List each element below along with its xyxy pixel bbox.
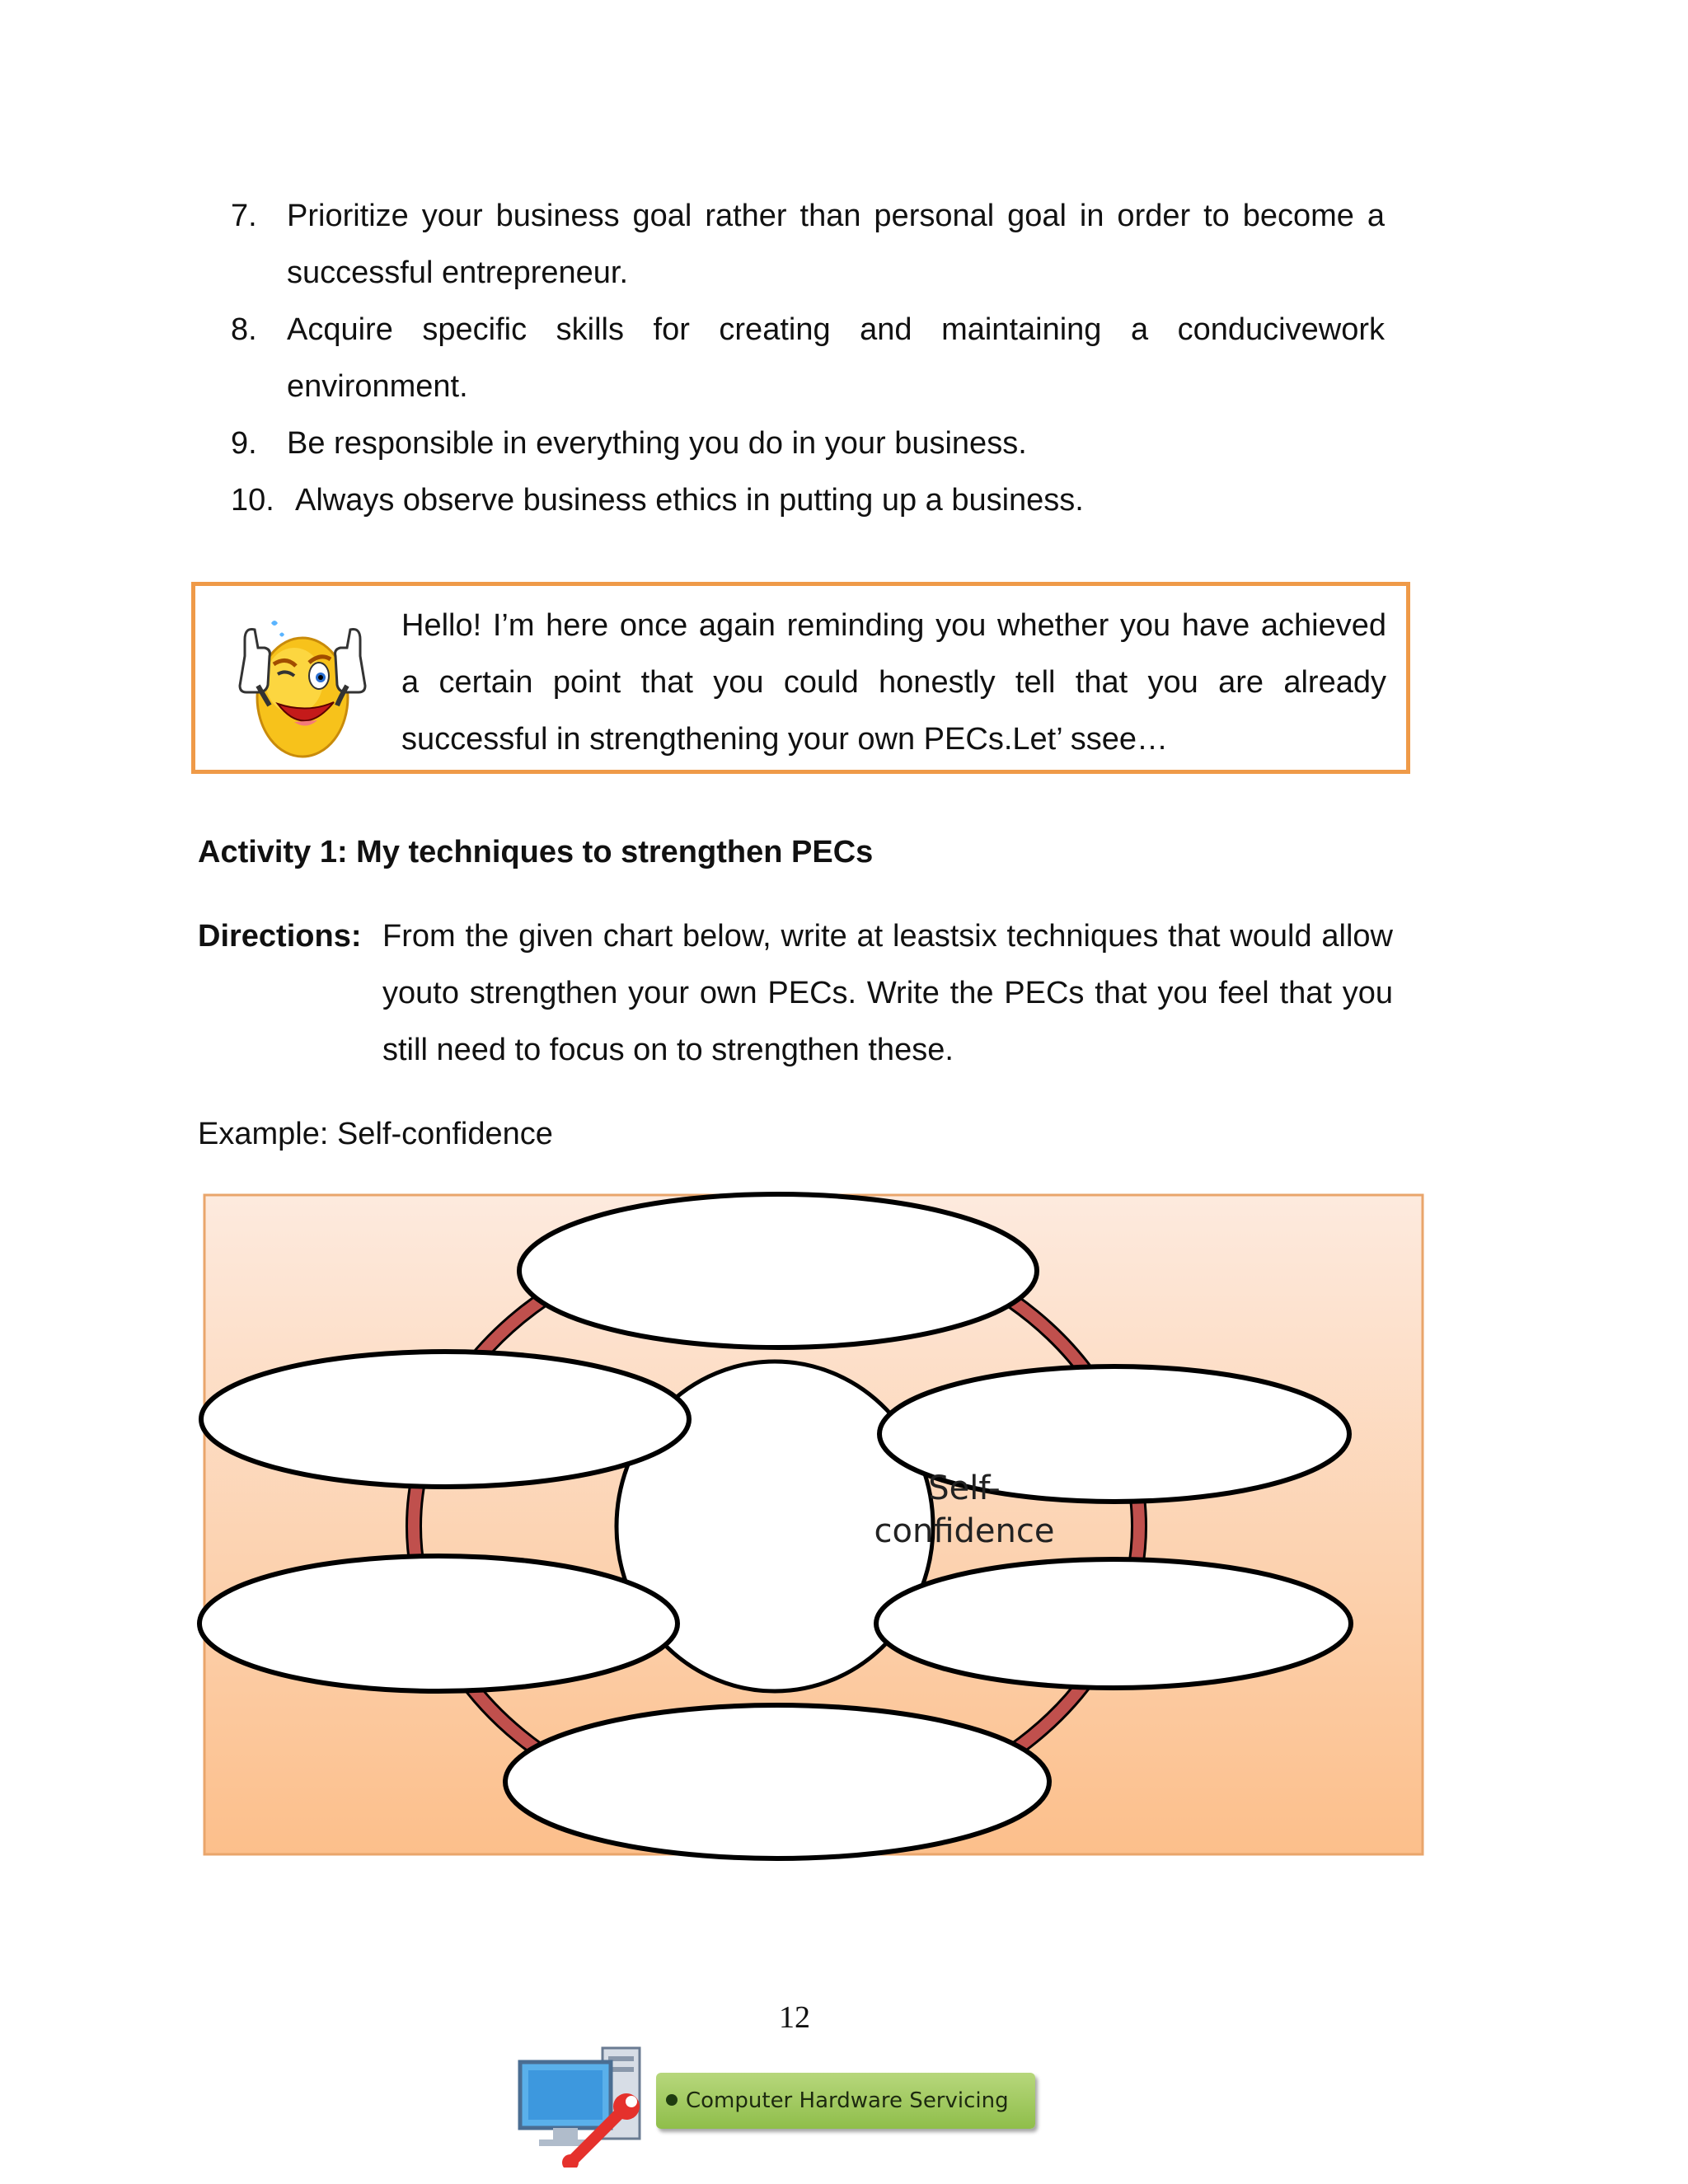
- technique-bubble-lower-right[interactable]: [876, 1559, 1351, 1688]
- example-text: Example: Self-confidence: [198, 1117, 553, 1151]
- directions-text: From the given chart below, write at leastsix techniques that would allow youto strengthen your own PECs. Write the PECs that you feel that you still need to focus on to strengthen these.: [382, 919, 1393, 1067]
- list-item: [231, 302, 1385, 415]
- list-item: [231, 472, 1385, 529]
- list-item: [231, 188, 1385, 302]
- list-text: Be responsible in everything you do in your business.: [287, 426, 1027, 461]
- list-number: 7.: [231, 199, 257, 233]
- footer-banner-text: Computer Hardware Servicing: [686, 2088, 1009, 2113]
- list-text: Acquire specific skills for creating and maintaining a conducivework environment.: [287, 312, 1385, 404]
- list-text: Prioritize your business goal rather than personal goal in order to become a successful entrepreneur.: [287, 199, 1385, 290]
- list-item: [231, 415, 1385, 472]
- list-number: 9.: [231, 426, 257, 461]
- footer-banner: [656, 2073, 1035, 2129]
- pecs-diagram: [190, 1187, 1442, 1871]
- technique-bubble-upper-left[interactable]: [201, 1352, 689, 1487]
- list-text: Always observe business ethics in putting up a business.: [295, 483, 1084, 518]
- page-number: 12: [779, 2000, 810, 2035]
- reminder-callout: [191, 582, 1410, 774]
- technique-bubble-top[interactable]: [519, 1194, 1037, 1347]
- list-number: 8.: [231, 312, 257, 347]
- thumbs-up-smiley-icon: [228, 607, 377, 763]
- center-label-line2: confidence: [874, 1512, 1055, 1550]
- directions-label: Directions:: [198, 919, 362, 954]
- technique-bubble-lower-left[interactable]: [199, 1556, 678, 1691]
- numbered-list: [231, 188, 1385, 529]
- center-label: [775, 1467, 1154, 1553]
- footer-logo: [516, 2044, 1043, 2168]
- center-label-line1: Self-: [928, 1469, 1001, 1507]
- callout-text: Hello! I’m here once again reminding you whether you have achieved a certain point that you could honestly tell that you are already successful in strengthening your own PECs.Let’ ssee…: [401, 608, 1386, 757]
- banner-bullet-icon: [666, 2094, 678, 2106]
- technique-bubble-bottom[interactable]: [505, 1705, 1049, 1858]
- list-number: 10.: [231, 483, 274, 518]
- activity-title: Activity 1: My techniques to strengthen PECs: [198, 835, 874, 869]
